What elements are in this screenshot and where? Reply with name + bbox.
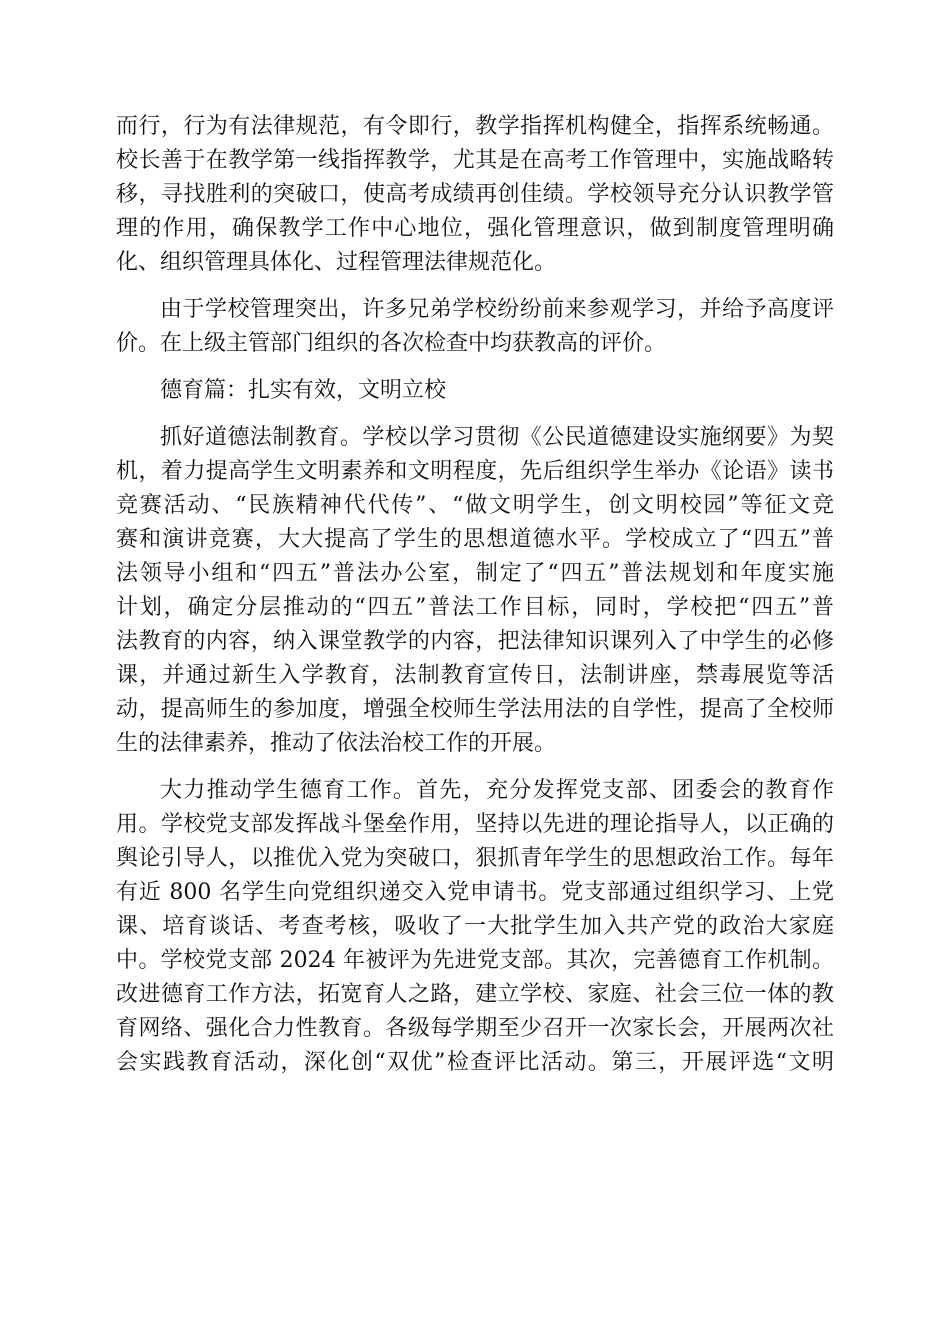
text-line: 而行，行为有法律规范，有令即行，教学指挥机构健全，指挥系统畅通。: [116, 114, 834, 139]
section-heading-text: 德育篇：扎实有效，文明立校: [160, 378, 447, 403]
text-line: 课，并通过新生入学教育，法制教育宣传日，法制讲座，禁毒展览等活: [116, 663, 834, 688]
text-line: 校长善于在教学第一线指挥教学，尤其是在高考工作管理中，实施战略转: [116, 148, 834, 173]
text-line: 移，寻找胜利的突破口，使高考成绩再创佳绩。学校领导充分认识教学管: [116, 182, 834, 207]
text-line: 法教育的内容，纳入课堂教学的内容，把法律知识课列入了中学生的必修: [116, 629, 834, 654]
text-line: 中。学校党支部 2024 年被评为先进党支部。其次，完善德育工作机制。: [116, 948, 834, 973]
text-line: 育网络、强化合力性教育。各级每学期至少召开一次家长会，开展两次社: [116, 1016, 834, 1041]
text-line: 由于学校管理突出，许多兄弟学校纷纷前来参观学习，并给予高度评: [160, 297, 834, 322]
text-line: 法领导小组和“四五”普法办公室，制定了“四五”普法规划和年度实施: [116, 561, 834, 586]
text-line: 会实践教育活动，深化创“双优”检查评比活动。第三，开展评选“文明: [116, 1050, 834, 1075]
text-line: 机，着力提高学生文明素养和文明程度，先后组织学生举办《论语》读书: [116, 459, 834, 484]
text-line: 大力推动学生德育工作。首先，充分发挥党支部、团委会的教育作: [160, 778, 834, 803]
text-line: 价。在上级主管部门组织的各次检查中均获教高的评价。: [116, 331, 667, 356]
text-line: 动，提高师生的参加度，增强全校师生学法用法的自学性，提高了全校师: [116, 697, 834, 722]
paragraph-school-evaluation: [116, 293, 834, 361]
paragraph-law-education: [116, 421, 834, 761]
text-line: 抓好道德法制教育。学校以学习贯彻《公民道德建设实施纲要》为契: [160, 425, 834, 450]
text-line: 有近 800 名学生向党组织递交入党申请书。党支部通过组织学习、上党: [116, 880, 834, 905]
text-line: 竞赛活动、“民族精神代代传”、“做文明学生，创文明校园”等征文竞: [116, 493, 834, 518]
text-line: 改进德育工作方法，拓宽育人之路，建立学校、家庭、社会三位一体的教: [116, 982, 834, 1007]
text-line: 赛和演讲竞赛，大大提高了学生的思想道德水平。学校成立了“四五”普: [116, 527, 834, 552]
text-line: 化、组织管理具体化、过程管理法律规范化。: [116, 250, 557, 275]
paragraph-teaching-management: [116, 110, 834, 280]
text-line: 舆论引导人，以推优入党为突破口，狠抓青年学生的思想政治工作。每年: [116, 846, 834, 871]
text-line: 课、培育谈话、考查考核，吸收了一大批学生加入共产党的政治大家庭: [116, 914, 834, 939]
text-line: 用。学校党支部发挥战斗堡垒作用，坚持以先进的理论指导人，以正确的: [116, 812, 834, 837]
section-heading-moral-education: [116, 374, 834, 408]
paragraph-student-moral-work: [116, 774, 834, 1080]
text-line: 理的作用，确保教学工作中心地位，强化管理意识，做到制度管理明确: [116, 216, 834, 241]
document-page: [116, 110, 834, 1093]
text-line: 计划，确定分层推动的“四五”普法工作目标，同时，学校把“四五”普: [116, 595, 834, 620]
text-line: 生的法律素养，推动了依法治校工作的开展。: [116, 731, 557, 756]
